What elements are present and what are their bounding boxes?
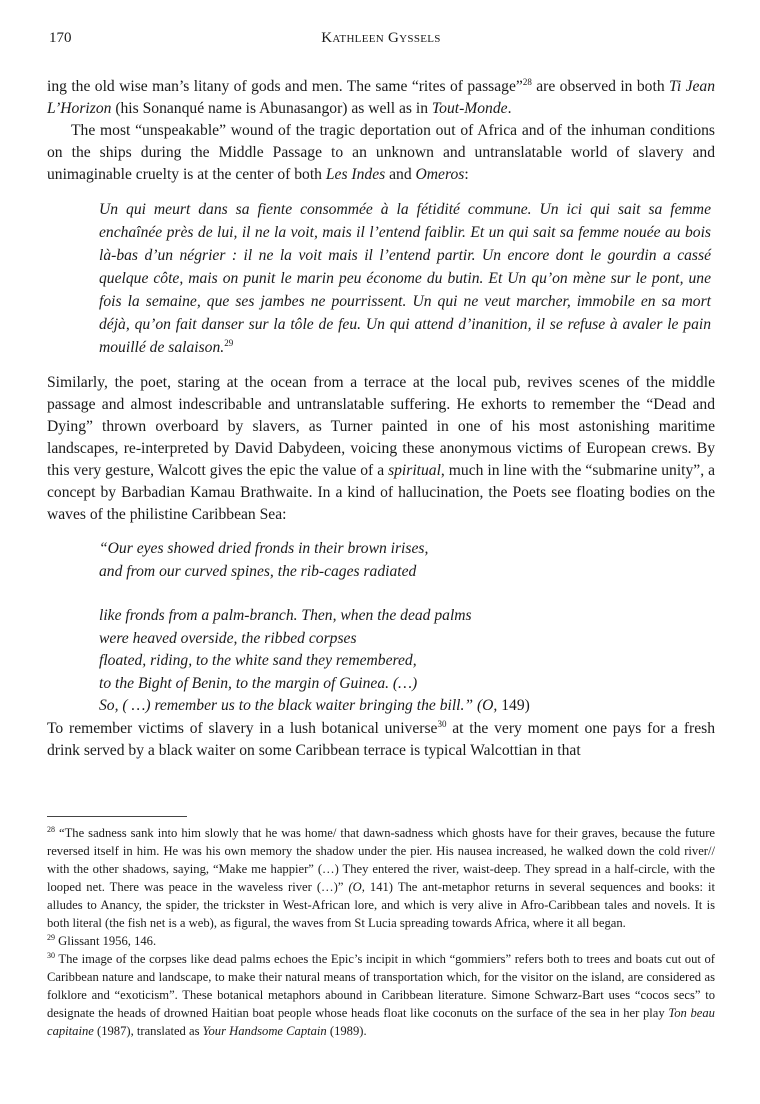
footnote-30: $^{30}$ The image of the corpses like dead palms echoes the Epic’s incipit in which “gommiers” refers both to trees and boats cut out of Caribbean nature and landscape, to make their natural means of transportation which, for the visitor on the island, are considered as folklore and “exoticism”. These botanical metaphors abound in Caribbean literature. Simone Schwarz-Bart uses “cocos secs” to designate the heads of drowned Haitian boat people whose heads float like coconuts on the surface of the sea in her play Ton beau capitaine (1987), translated as Your Handsome Captain (1989). [47, 950, 716, 1038]
title-ti-jean: Ti Jean L’Horizon [47, 78, 716, 117]
footnote-rule [47, 816, 187, 817]
verse-line: like fronds from a palm-branch. Then, when the dead palms [99, 607, 472, 624]
paragraph-3: Similarly, the poet, staring at the ocean from a terrace at the local pub, revives scenes of the middle passage and almost indescribable and untranslatable suffering. He exhorts to remember the “Dead and Dying” thrown overboard by slavers, as Turner painted in one of his most astonishing maritime landscapes, re-interpreted by David Dabydeen, voicing these anonymous victims of European crews. By this very gesture, Walcott gives the epic the value of a spiritual, much in line with the “submarine unity”, a concept by Barbadian Kamau Brathwaite. In a kind of hallucination, the Poets see floating bodies on the waves of the philistine Caribbean Sea: [47, 374, 715, 523]
paragraph-2: The most “unspeakable” wound of the tragic deportation out of Africa and of the inhuman conditions on the ships during the Middle Passage to an unknown and untranslatable world of slavery and unimaginable cruelty is at the center of both Les Indes and Omeros: [47, 122, 715, 183]
paragraph-1: ing the old wise man’s litany of gods and men. The same “rites of passage”$^{28}$ are observed in both Ti Jean L’Horizon (his Sonanqué name is Abunasangor) as well as in Tout-Monde. [47, 76, 716, 117]
footnote-ref-30[interactable]: 30 [437, 718, 447, 729]
running-head: Kathleen Gyssels [321, 30, 441, 46]
page-header [47, 26, 715, 52]
verse-line: “Our eyes showed dried fronds in their brown irises, [99, 540, 429, 557]
verse-citation-page: 149) [501, 697, 530, 714]
page-number: 170 [49, 30, 72, 46]
footnotes [47, 824, 715, 1040]
footnote-ref-28[interactable]: 28 [522, 76, 532, 87]
block-quote-glissant: Un qui meurt dans sa fiente consommée à la fétidité commune. Un ici qui sait sa femme enchaînée près de lui, il ne la voit, mais il l’entend faiblir. Et un qui sait sa femme nouée au bois là-bas d’un négrier : il ne la voit mais il l’entend partir. Un encore dont le gourdin a cassé quelque côte, mais on punit le marin peu économe du butin. Et Un qu’on mène sur le pont, une fois la semaine, que ses jambes ne pourrissent. Un qui ne veut marcher, immobile en sa mort déjà, qu’on fait danser sur la tôle de feu. Un qui attend d’inanition, il se refuse à avaler le pain mouillé de salaison.$^{29}$ [99, 201, 711, 356]
stanza-break [99, 583, 715, 605]
book-page [47, 26, 715, 762]
title-your-handsome-captain: Your Handsome Captain [202, 1024, 327, 1038]
verse-line: So, ( …) remember us to the black waiter bringing the bill.” (O, 149) [99, 697, 530, 714]
title-les-indes: Les Indes [325, 166, 386, 183]
footnote-28: $^{28}$ “The sadness sank into him slowly that he was home/ that dawn-sadness which ghosts have for their graves, because the future reversed itself in him. He was his own memory the shadow under the pier. His nausea increased, he walked down the cold river// with the other shadows, saying, “Make me happier” (…) They entered the river, waist-deep. They spread in a half-circle, with the looped net. There was peace in the waveless river (…)” (O, 141) The ant-metaphor returns in several sequences and books: it alludes to Anancy, the spider, the trickster in West-African lore, and which is very alive in Afro-Caribbean tales and novels. It is both literal (the fish net is a web), as figural, the waves from St Lucia spreading towards Africa, where it all began. [47, 824, 715, 930]
footnote-29: $^{29}$ Glissant 1956, 146. [47, 932, 157, 948]
verse-line: were heaved overside, the ribbed corpses [99, 629, 357, 647]
verse-line: and from our curved spines, the rib-cages radiated [99, 562, 417, 580]
footnote-number: 28 [47, 824, 55, 834]
verse-line: to the Bight of Benin, to the margin of Guinea. (…) [99, 674, 418, 692]
footnote-number: 30 [47, 950, 55, 960]
footnote-number: 29 [47, 932, 55, 942]
main-text [47, 76, 715, 762]
emphasis-spiritual: spiritual [388, 462, 441, 479]
paragraph-4: To remember victims of slavery in a lush botanical universe$^{30}$ at the very moment one pays for a fresh drink served by a black waiter on some Caribbean terrace is typical Walcottian in that [47, 718, 715, 759]
title-tout-monde: Tout-Monde [431, 100, 508, 117]
footnote-ref-29[interactable]: 29 [224, 337, 234, 348]
title-omeros: Omeros [415, 166, 465, 183]
verse-quote-omeros [99, 538, 715, 718]
verse-line: floated, riding, to the white sand they remembered, [99, 652, 417, 669]
title-ton-beau-capitaine: Ton beau capitaine [47, 1006, 715, 1038]
